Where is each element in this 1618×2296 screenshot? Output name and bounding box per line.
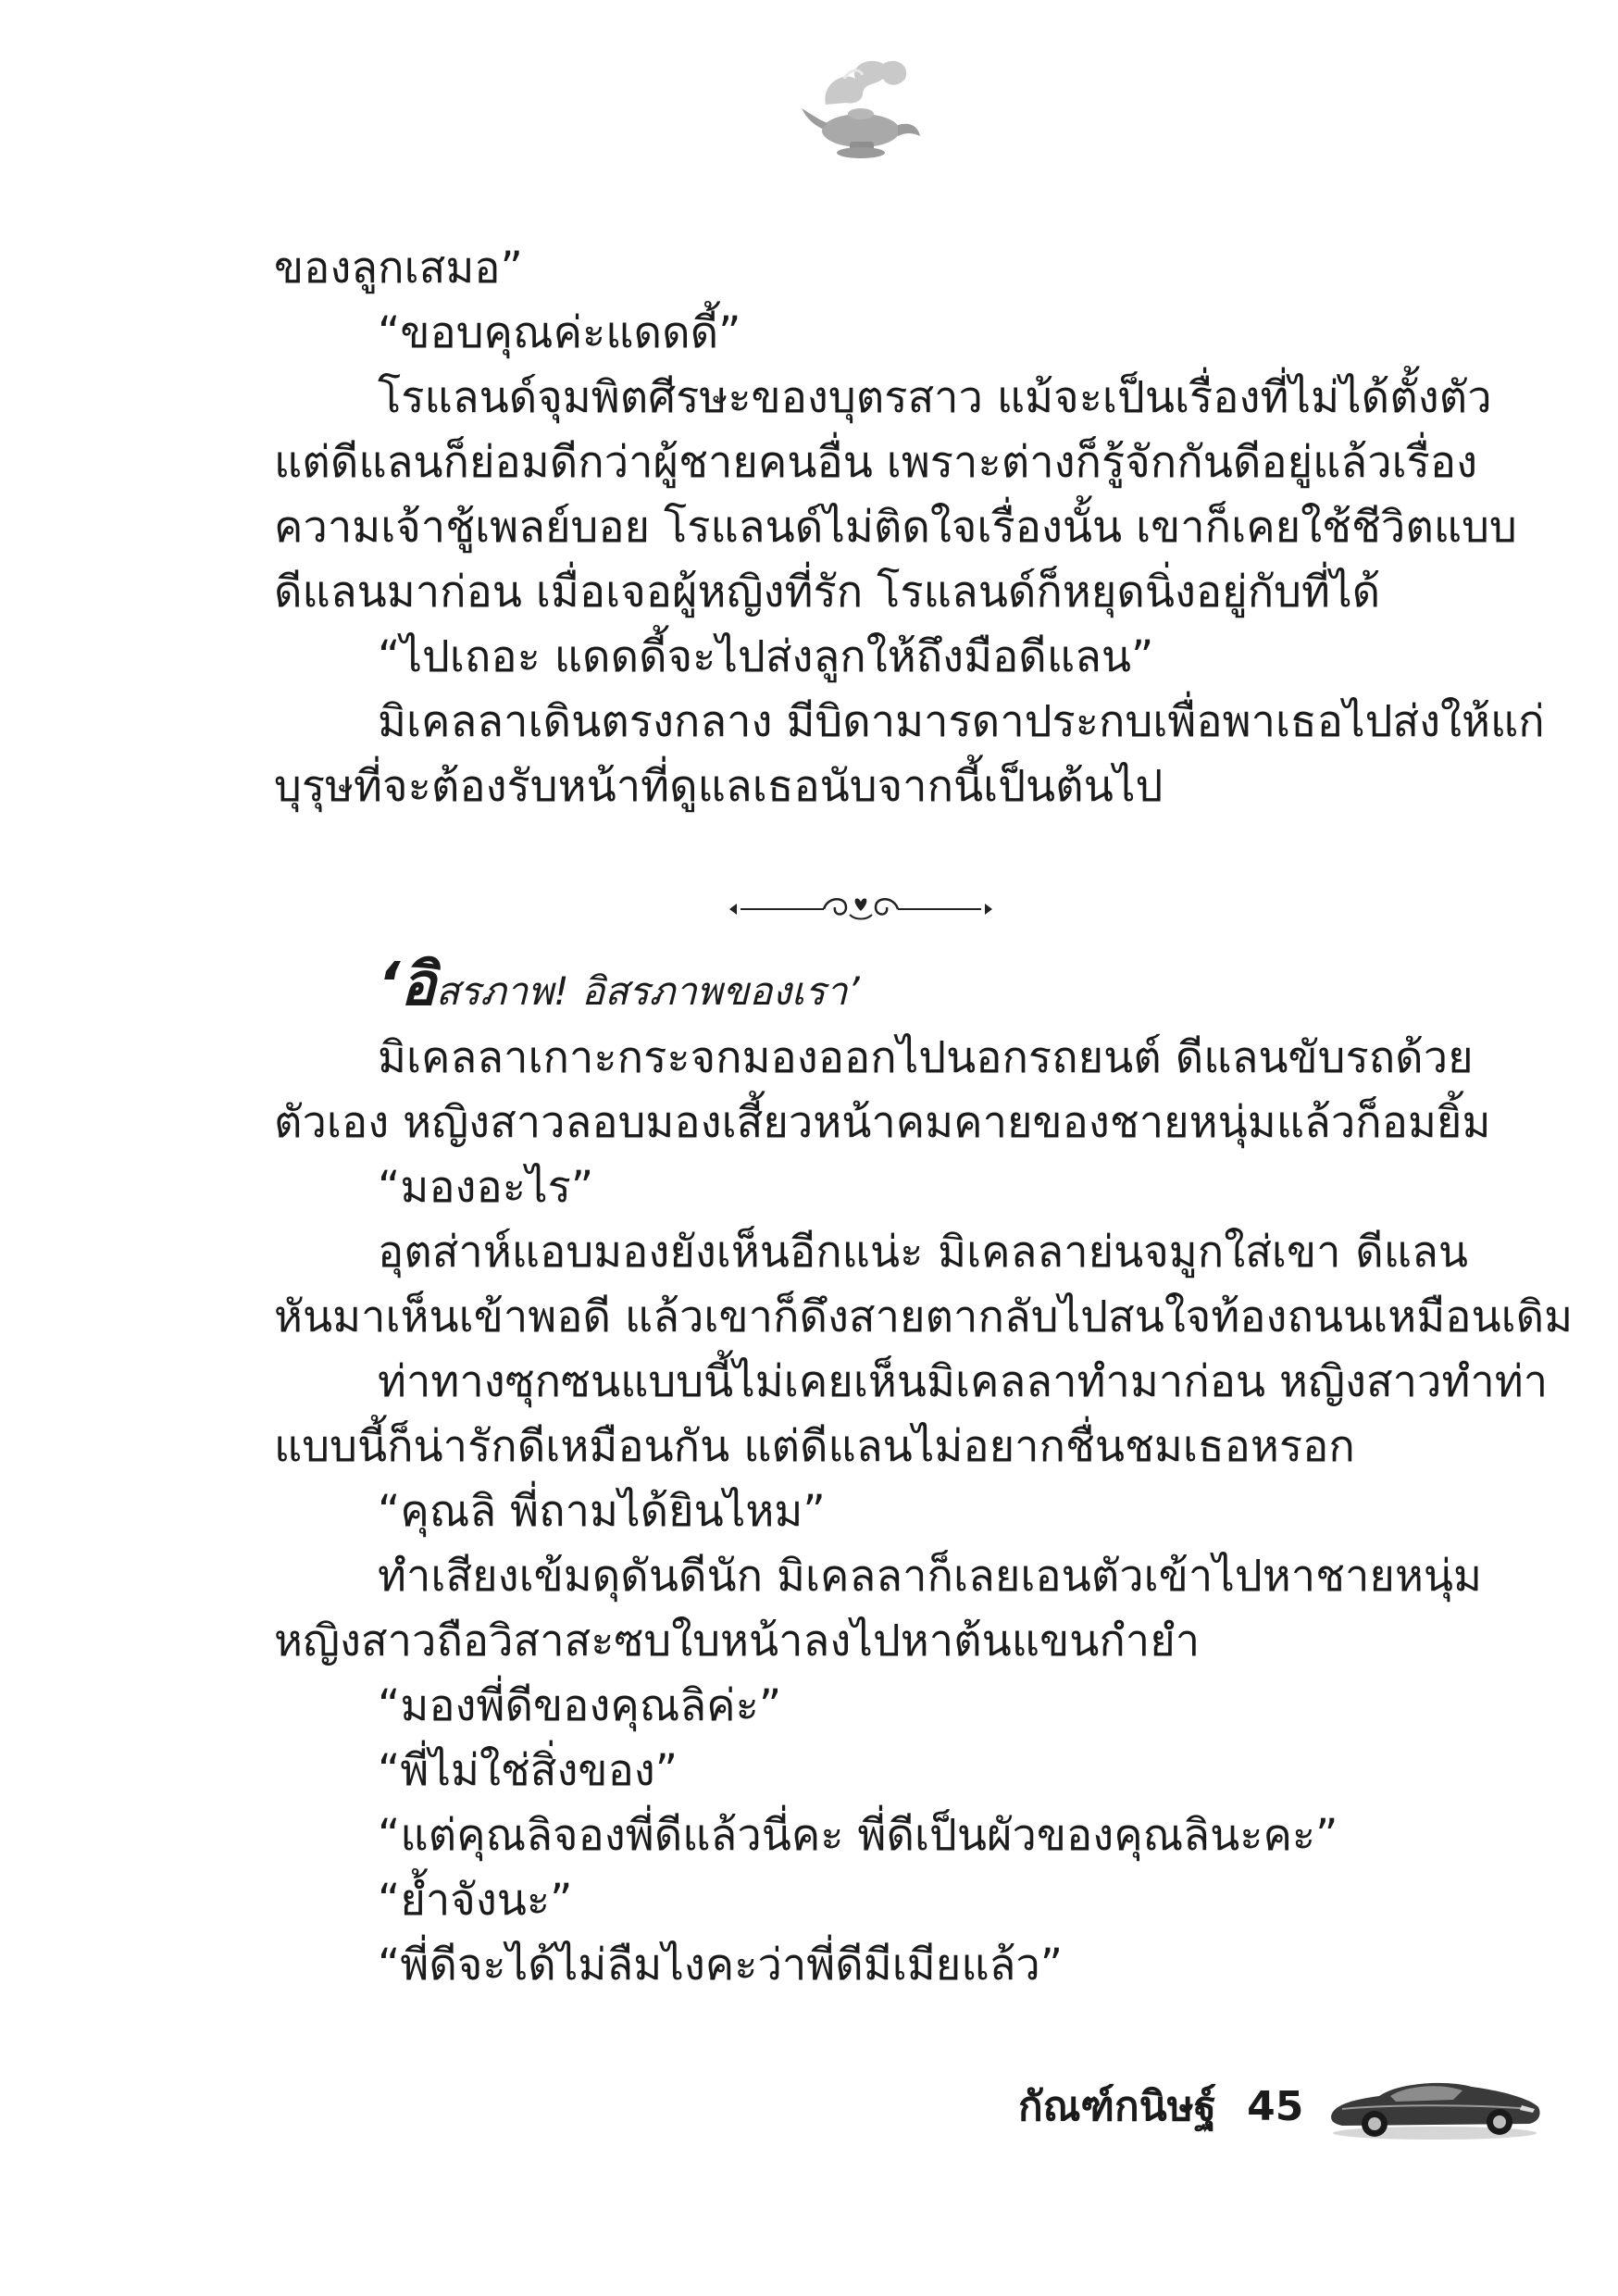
text-line: ดีแลนมาก่อน เมื่อเจอผู้หญิงที่รัก โรแลนด์ก็หยุดนิ่งอยู่กับที่ได้ [274,567,1381,618]
chapter-opening-rest: สรภาพ! อิสรภาพของเรา’ [435,968,860,1014]
text-line: อุตส่าห์แอบมองยังเห็นอีกแน่ะ มิเคลลาย่นจมูกใส่เขา ดีแลน [378,1227,1468,1278]
text-line: ตัวเอง หญิงสาวลอบมองเสี้ยวหน้าคมคายของชายหนุ่มแล้วก็อมยิ้ม [274,1097,1491,1148]
body-text-top [274,236,1545,819]
page-footer [1018,2074,1303,2157]
text-line: “ย้ำจังนะ” [378,1875,573,1926]
text-line: “แต่คุณลิจองพี่ดีแล้วนี่คะ พี่ดีเป็นผัวของคุณลินะคะ” [378,1810,1338,1861]
text-line: ของลูกเสมอ” [274,243,523,293]
text-line: “คุณลิ พี่ถามได้ยินไหม” [378,1486,826,1537]
text-line: ท่าทางซุกซนแบบนี้ไม่เคยเห็นมิเคลลาทำมาก่อน หญิงสาวทำท่า [378,1356,1549,1407]
text-line: “ขอบคุณค่ะแดดดี้” [378,307,741,358]
text-line: “พี่ดีจะได้ไม่ลืมไงคะว่าพี่ดีมีเมียแล้ว” [378,1940,1064,1990]
text-line: มิเคลลาเกาะกระจกมองออกไปนอกรถยนต์ ดีแลนขับรถด้วย [378,1032,1474,1083]
text-line: แต่ดีแลนก็ย่อมดีกว่าผู้ชายคนอื่น เพราะต่างก็รู้จักกันดีอยู่แล้วเรื่อง [274,437,1478,488]
lamp-fairy-icon [798,51,927,162]
running-title: กัณฑ์กนิษฐ์ [1018,2083,1216,2130]
page-number: 45 [1247,2082,1304,2130]
text-line: “ไปเถอะ แดดดี้จะไปส่งลูกให้ถึงมือดีแลน” [378,631,1154,682]
chapter-drop-letter: ‘อิ [378,951,436,1019]
text-line: ทำเสียงเข้มดุดันดีนัก มิเคลลาก็เลยเอนตัวเข้าไปหาชายหนุ่ม [378,1551,1483,1602]
sports-car-icon [1324,2068,1546,2142]
text-line: ความเจ้าชู้เพลย์บอย โรแลนด์ไม่ติดใจเรื่องนั้น เขาก็เคยใช้ชีวิตแบบ [274,502,1517,553]
scroll-divider-icon [722,889,1000,930]
text-line: หญิงสาวถือวิสาสะซบใบหน้าลงไปหาต้นแขนกำยำ [274,1616,1201,1666]
chapter-opening [378,937,860,1019]
text-line: “พี่ไม่ใช่สิ่งของ” [378,1745,678,1796]
text-line: หันมาเห็นเข้าพอดี แล้วเขาก็ดึงสายตากลับไปสนใจท้องถนนเหมือนเดิม [274,1292,1574,1342]
text-line: “มองพี่ดีของคุณลิค่ะ” [378,1680,782,1731]
text-line: “มองอะไร” [378,1162,594,1213]
text-line: บุรุษที่จะต้องรับหน้าที่ดูแลเธอนับจากนี้เป็นต้นไป [274,761,1164,812]
body-text-bottom [274,1026,1574,1998]
text-line: แบบนี้ก็น่ารักดีเหมือนกัน แต่ดีแลนไม่อยากชื่นชมเธอหรอก [274,1421,1355,1472]
text-line: มิเคลลาเดินตรงกลาง มีบิดามารดาประกบเพื่อพาเธอไปส่งให้แก่ [378,696,1545,747]
text-line: โรแลนด์จุมพิตศีรษะของบุตรสาว แม้จะเป็นเรื่องที่ไม่ได้ตั้งตัว [378,372,1492,423]
